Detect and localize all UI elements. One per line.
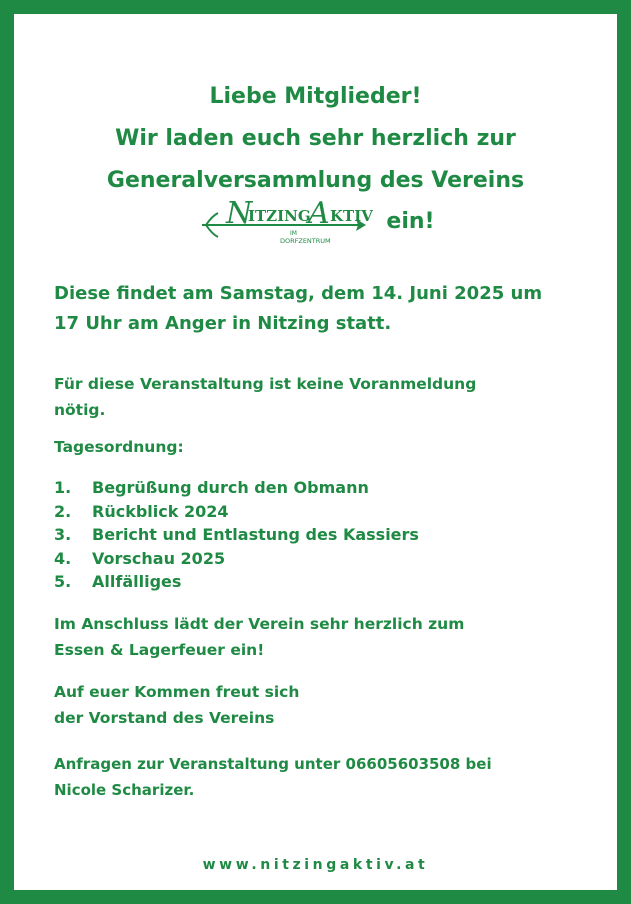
invitation-paragraph	[54, 611, 577, 663]
website-link[interactable]: www.nitzingaktiv.at	[202, 857, 429, 873]
agenda-item	[54, 500, 419, 524]
logo-sub-im: IM	[290, 230, 298, 237]
heading-assembly-line: Generalversammlung des Vereins	[106, 168, 525, 193]
closing-paragraph	[54, 679, 577, 731]
registration-line-1: Für diese Veranstaltung ist keine Voranmeldung	[54, 375, 477, 393]
contact-paragraph	[54, 751, 577, 803]
agenda-item	[54, 547, 419, 571]
date-paragraph	[54, 279, 577, 339]
svg-text:KTIV: KTIV	[330, 207, 374, 225]
nitzingaktiv-logo	[196, 199, 374, 247]
agenda-number: 3.	[54, 525, 72, 544]
agenda-label: Rückblick 2024	[92, 501, 229, 521]
heading-greeting: Liebe Mitglieder!	[209, 84, 422, 109]
svg-text:N: N	[226, 199, 253, 231]
closing-line-2: der Vorstand des Vereins	[54, 709, 275, 727]
invitation-line-1: Im Anschluss lädt der Verein sehr herzlich zum	[54, 615, 465, 633]
agenda-label: Begrüßung durch den Obmann	[92, 478, 369, 497]
logo-line	[14, 199, 617, 247]
agenda-label: Bericht und Entlastung des Kassiers	[92, 525, 419, 544]
date-line-1: Diese findet am Samstag, dem 14. Juni 2025 um	[54, 283, 543, 304]
date-line-2: 17 Uhr am Anger in Nitzing statt.	[54, 313, 392, 334]
agenda-item	[54, 523, 419, 547]
heading	[14, 76, 617, 202]
agenda-list	[54, 476, 419, 594]
logo-sub-dorfzentrum: DORFZENTRUM	[280, 237, 332, 245]
agenda-label: Vorschau 2025	[92, 548, 226, 568]
agenda-number: 4.	[54, 548, 72, 568]
closing-line-1: Auf euer Kommen freut sich	[54, 683, 300, 701]
svg-text:ITZING: ITZING	[248, 207, 312, 225]
agenda-item	[54, 476, 419, 500]
agenda-label: Allfälliges	[92, 572, 182, 591]
contact-line-1: Anfragen zur Veranstaltung unter 06605603508 bei	[54, 755, 492, 773]
registration-line-2: nötig.	[54, 401, 106, 419]
agenda-number: 1.	[54, 478, 72, 497]
heading-invite-line: Wir laden euch sehr herzlich zur	[115, 126, 516, 151]
svg-text:A: A	[308, 199, 331, 231]
agenda-number: 2.	[54, 501, 72, 521]
heading-ein: ein!	[386, 208, 435, 234]
agenda-number: 5.	[54, 572, 72, 591]
contact-line-2: Nicole Scharizer.	[54, 781, 195, 799]
registration-paragraph	[54, 371, 577, 423]
agenda-title: Tagesordnung:	[54, 438, 184, 456]
agenda-item	[54, 570, 419, 594]
invitation-line-2: Essen & Lagerfeuer ein!	[54, 641, 265, 659]
